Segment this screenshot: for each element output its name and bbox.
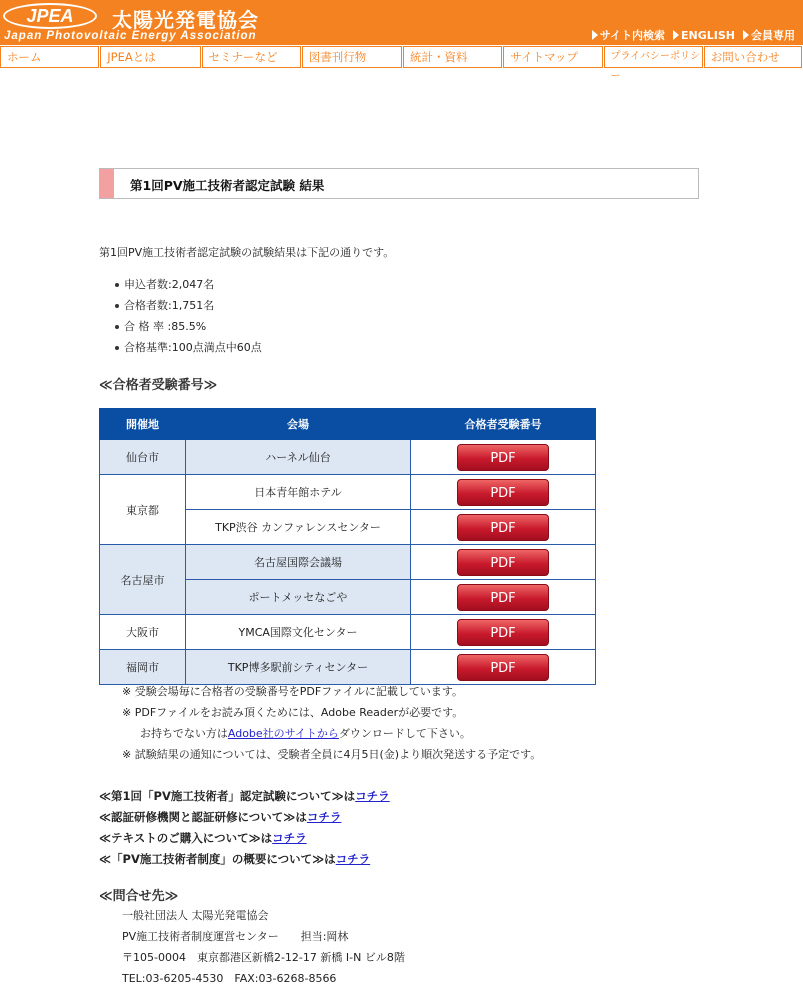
pdf-cell	[411, 440, 596, 475]
venue-cell: YMCA国際文化センター	[186, 615, 411, 650]
pdf-button[interactable]: PDF	[457, 654, 549, 681]
arrow-right-icon	[592, 30, 598, 40]
related-link-row: ≪「PV施工技術者制度」の概要について≫はコチラ	[99, 852, 371, 866]
system-overview-link[interactable]: コチラ	[335, 852, 371, 866]
arrow-right-icon	[673, 30, 679, 40]
contact-heading: ≪問合せ先≫	[99, 889, 179, 904]
pdf-cell	[411, 615, 596, 650]
intro-text: 第1回PV施工技術者認定試験の試験結果は下記の通りです。	[99, 246, 395, 259]
members-only-link[interactable]: 会員専用	[743, 27, 795, 43]
venue-cell: 名古屋国際会議場	[186, 545, 411, 580]
textbook-purchase-link[interactable]: コチラ	[272, 831, 307, 845]
contact-org: 一般社団法人 太陽光発電協会	[122, 909, 269, 922]
fact-passers: 合格者数:1,751名	[124, 297, 262, 318]
fact-pass-rate: 合 格 率 :85.5%	[124, 318, 262, 339]
header-passer-numbers: 合格者受験番号	[411, 409, 596, 440]
fact-pass-criteria: 合格基準:100点満点中60点	[124, 339, 262, 360]
pdf-cell	[411, 545, 596, 580]
related-link-row: ≪第1回「PV施工技術者」認定試験について≫はコチラ	[99, 789, 390, 803]
note-adobe-reader: ※ PDFファイルをお読み頂くためには、Adobe Readerが必要です。	[122, 706, 464, 719]
note-download: お持ちでない方はAdobe社のサイトからダウンロードして下さい。	[140, 727, 471, 740]
nav-statistics[interactable]: 統計・資料	[403, 46, 502, 68]
nav-sitemap[interactable]: サイトマップ	[503, 46, 602, 68]
header-location: 開催地	[100, 409, 186, 440]
fact-applicants: 申込者数:2,047名	[124, 276, 262, 297]
venue-cell: TKP博多駅前シティセンター	[186, 650, 411, 685]
site-header	[0, 0, 803, 45]
pdf-button[interactable]: PDF	[457, 514, 549, 541]
note-pdf-contents: ※ 受験会場毎に合格者の受験番号をPDFファイルに記載しています。	[122, 685, 464, 698]
related-links	[99, 788, 390, 872]
city-cell: 福岡市	[100, 650, 186, 685]
exam-info-link[interactable]: コチラ	[355, 789, 390, 803]
table-row	[100, 545, 596, 580]
table-row	[100, 475, 596, 510]
page-title: 第1回PV施工技術者認定試験 結果	[130, 178, 325, 193]
city-cell: 名古屋市	[100, 545, 186, 615]
contact-phone-fax: TEL:03-6205-4530 FAX:03-6268-8566	[122, 972, 337, 985]
contact-address: 〒105-0004 東京都港区新橋2-12-17 新橋 I-N ビル8階	[122, 951, 405, 964]
org-name-en: Japan Photovoltaic Energy Association	[4, 30, 257, 42]
venue-cell: ポートメッセなごや	[186, 580, 411, 615]
nav-contact[interactable]: お問い合わせ	[704, 46, 802, 68]
section-heading-passers: ≪合格者受験番号≫	[99, 378, 218, 393]
pdf-cell	[411, 510, 596, 545]
pdf-cell	[411, 580, 596, 615]
adobe-site-link[interactable]: Adobe社のサイトから	[227, 727, 339, 740]
pdf-cell	[411, 650, 596, 685]
nav-seminar[interactable]: セミナーなど	[202, 46, 301, 68]
related-link-row: ≪認証研修機関と認証研修について≫はコチラ	[99, 810, 342, 824]
note-notification: ※ 試験結果の通知については、受験者全員に4月5日(金)より順次発送する予定です。	[122, 748, 542, 761]
english-link[interactable]: ENGLISH	[673, 27, 735, 43]
org-name: 太陽光発電協会	[112, 8, 259, 32]
notes-block	[122, 684, 541, 768]
exam-facts-list	[124, 276, 262, 360]
table-row	[100, 615, 596, 650]
pdf-button[interactable]: PDF	[457, 549, 549, 576]
city-cell: 東京都	[100, 475, 186, 545]
nav-home[interactable]: ホーム	[0, 46, 99, 68]
pdf-button[interactable]: PDF	[457, 584, 549, 611]
pdf-cell	[411, 475, 596, 510]
arrow-right-icon	[743, 30, 749, 40]
header-venue: 会場	[186, 409, 411, 440]
nav-about[interactable]: JPEAとは	[100, 46, 200, 68]
venue-cell: 日本青年館ホテル	[186, 475, 411, 510]
page-title-box	[99, 168, 699, 199]
contact-info	[122, 908, 405, 992]
city-cell: 大阪市	[100, 615, 186, 650]
jpea-logo[interactable]: JPEA	[3, 3, 97, 29]
city-cell: 仙台市	[100, 440, 186, 475]
nav-publications[interactable]: 図書刊行物	[302, 46, 402, 68]
pdf-button[interactable]: PDF	[457, 479, 549, 506]
pdf-button[interactable]: PDF	[457, 444, 549, 471]
contact-center: PV施工技術者制度運営センター 担当:岡林	[122, 930, 349, 943]
training-institutions-link[interactable]: コチラ	[306, 810, 342, 824]
header-links	[592, 27, 795, 43]
related-link-row: ≪テキストのご購入について≫はコチラ	[99, 831, 307, 845]
nav-privacy[interactable]: プライバシーポリシー	[604, 46, 703, 68]
results-table	[99, 408, 596, 685]
pdf-button[interactable]: PDF	[457, 619, 549, 646]
table-row	[100, 650, 596, 685]
title-accent-bar	[100, 169, 114, 198]
table-row	[100, 440, 596, 475]
venue-cell: TKP渋谷 カンファレンスセンター	[186, 510, 411, 545]
main-nav	[0, 46, 803, 82]
venue-cell: ハーネル仙台	[186, 440, 411, 475]
table-header-row	[100, 409, 596, 440]
site-search-link[interactable]: サイト内検索	[592, 27, 665, 43]
